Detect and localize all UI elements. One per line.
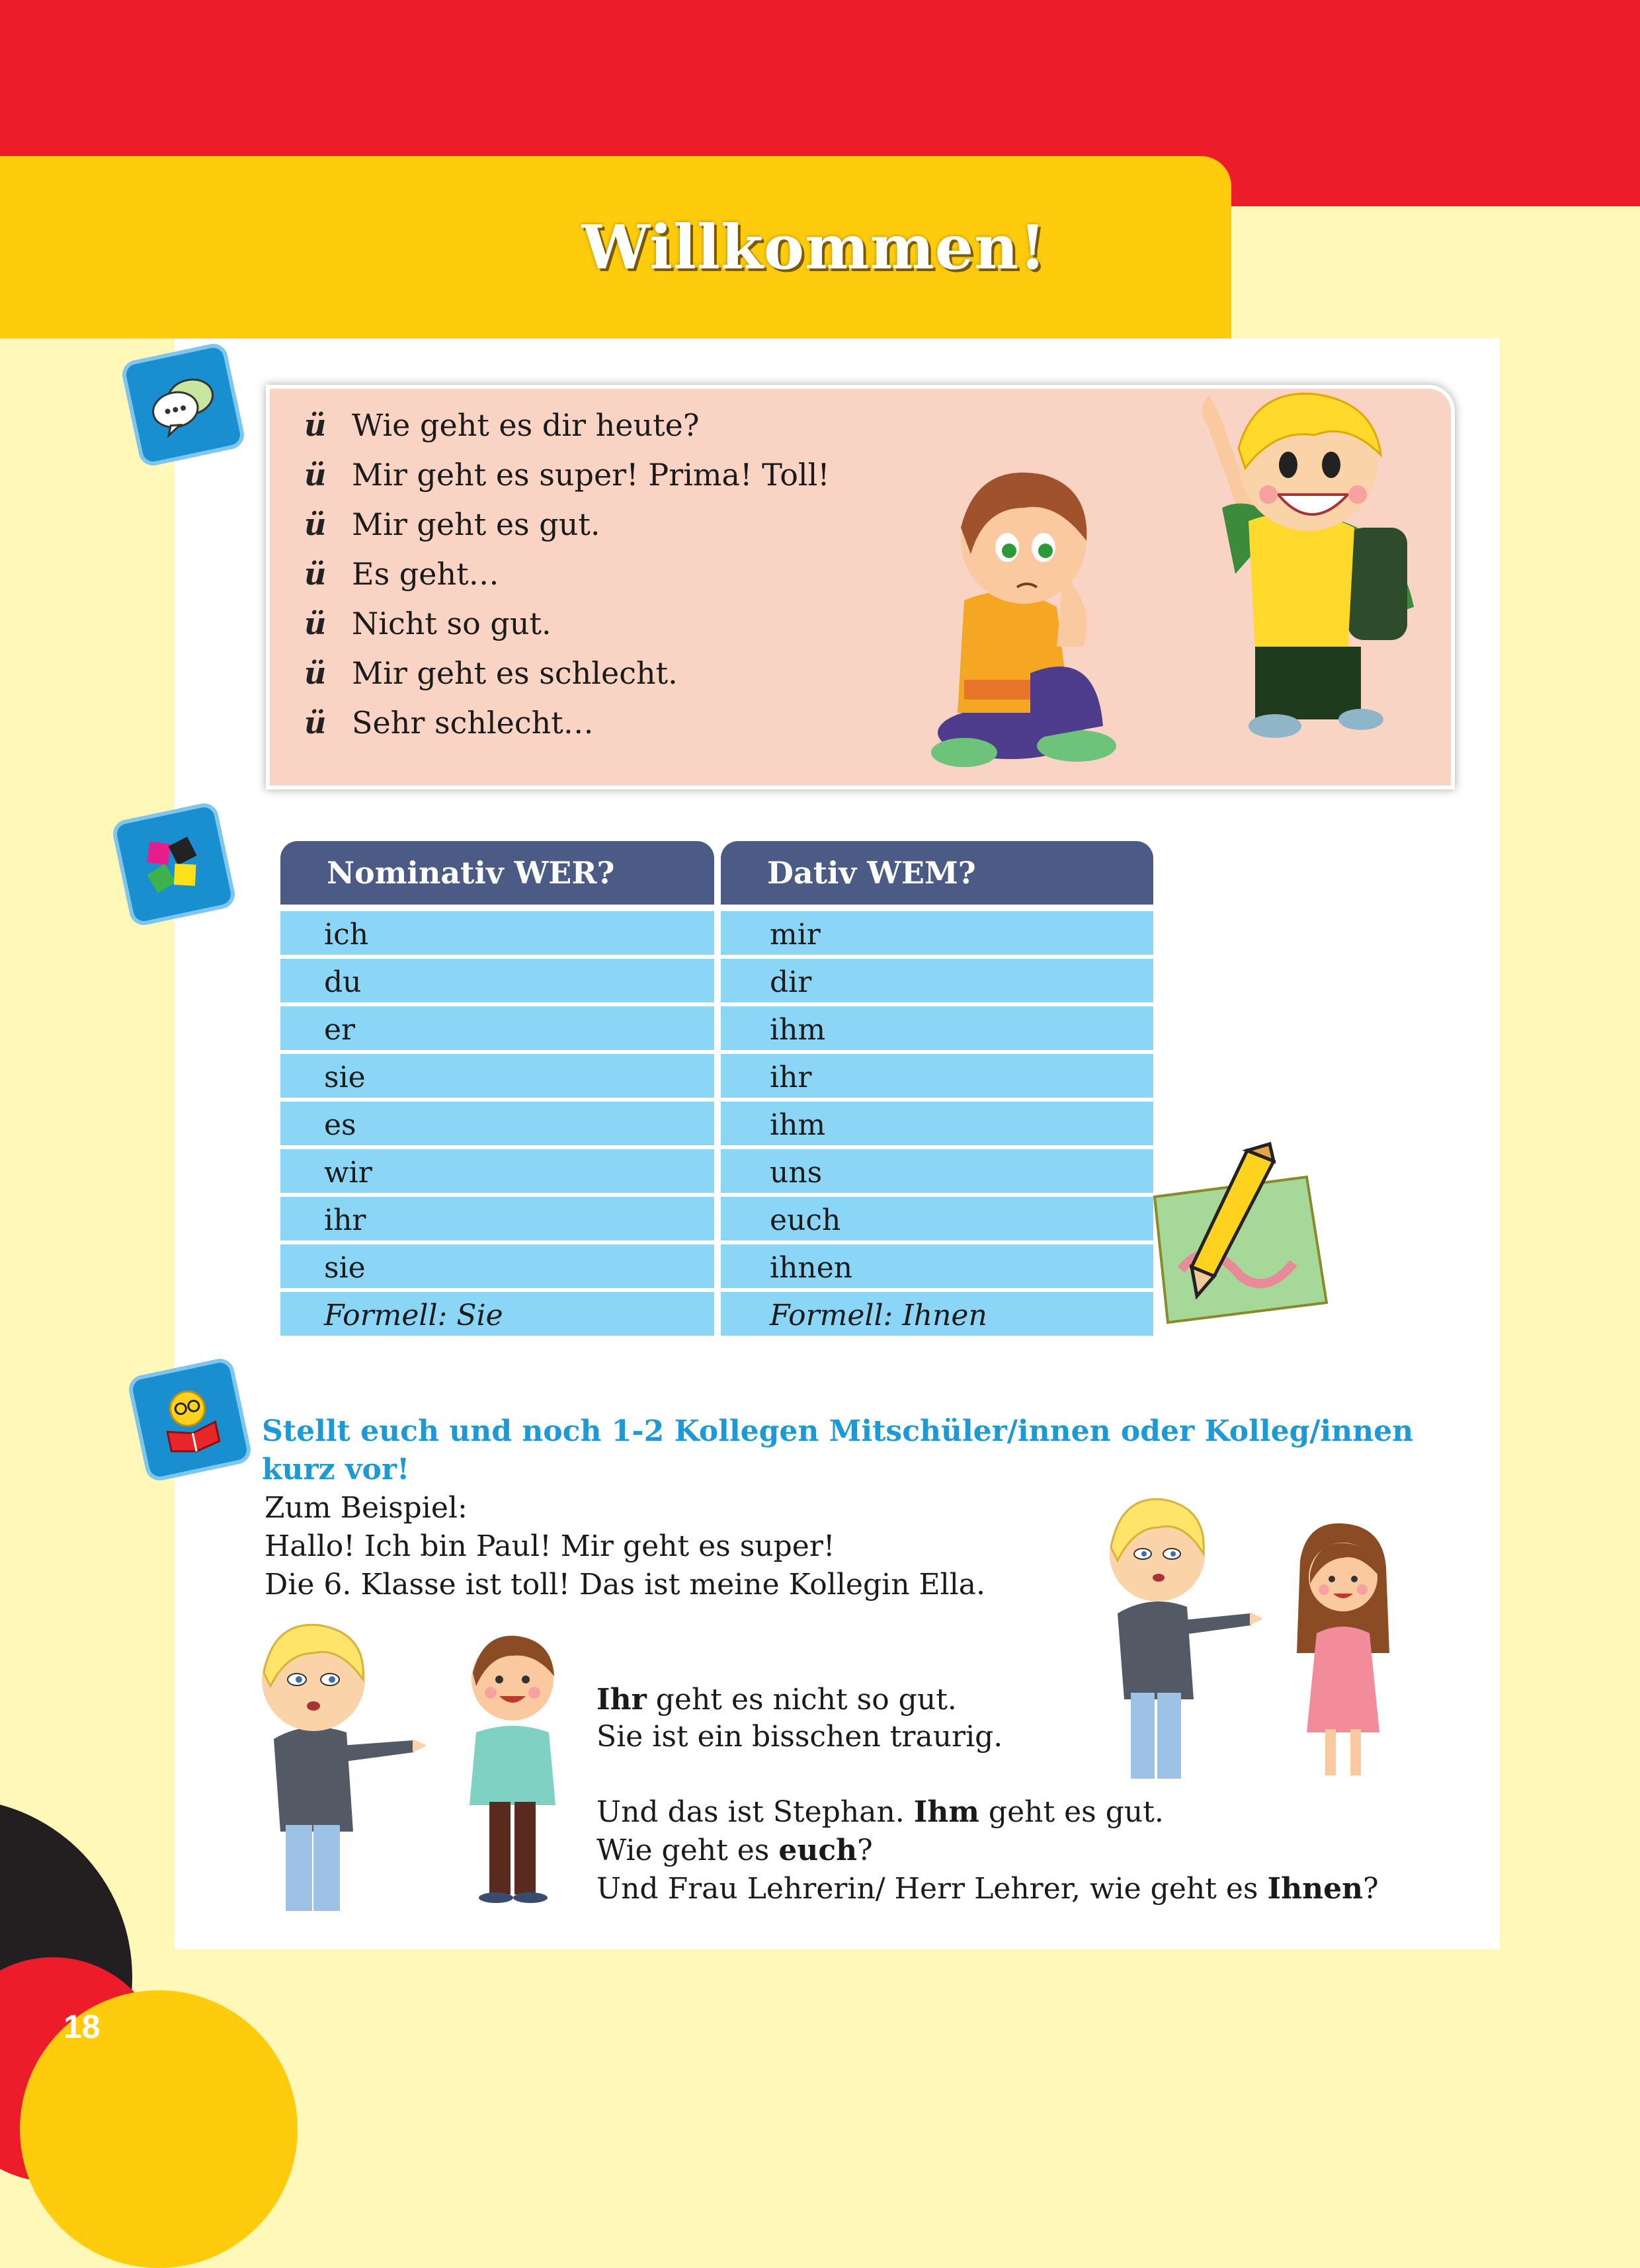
phrase-item: ü Mir geht es schlecht. (304, 655, 678, 691)
phrase-item: ü Nicht so gut. (304, 606, 552, 641)
table-cell: ich (280, 911, 714, 955)
example-line-5: Und das ist Stephan. Ihm geht es gut. (596, 1795, 1164, 1829)
table-cell: sie (280, 1244, 714, 1288)
example-line-4: Sie ist ein bisschen traurig. (596, 1720, 1003, 1754)
pencil-icon (1141, 1137, 1333, 1329)
reading-emoji-icon (131, 1361, 249, 1478)
table-cell: dir (721, 959, 1153, 1002)
sad-boy-illustration (924, 448, 1149, 779)
bullet-icon: ü (304, 655, 327, 691)
table-cell: er (280, 1006, 714, 1050)
bullet-icon: ü (304, 506, 327, 542)
example-label: Zum Beispiel: (265, 1491, 468, 1525)
bullet-icon: ü (304, 556, 327, 592)
phrase-item: ü Mir geht es gut. (304, 506, 600, 542)
example-line-2: Die 6. Klasse ist toll! Das ist meine Kollegin Ella. (265, 1568, 986, 1601)
phrase-item: ü Wie geht es dir heute? (304, 407, 700, 443)
page-title: Willkommen! (581, 212, 1047, 283)
bullet-icon: ü (304, 705, 327, 741)
table-cell: du (280, 959, 714, 1002)
phrases-box (266, 385, 1455, 790)
table-cell: ihm (721, 1102, 1153, 1145)
phrase-item: ü Sehr schlecht… (304, 705, 594, 741)
bullet-icon: ü (304, 606, 327, 641)
happy-boy-illustration (1182, 389, 1440, 746)
page-number: 18 (63, 2008, 101, 2045)
smiling-boy-illustration (456, 1627, 569, 1904)
table-cell: ihm (721, 1006, 1153, 1050)
bullet-icon: ü (304, 407, 327, 443)
table-header-dativ: Dativ WEM? (721, 841, 1153, 905)
girl-illustration (1287, 1521, 1399, 1785)
example-line-7: Und Frau Lehrerin/ Herr Lehrer, wie geht es Ihnen? (596, 1872, 1379, 1906)
table-cell: Formell: Ihnen (721, 1292, 1153, 1336)
example-line-1: Hallo! Ich bin Paul! Mir geht es super! (265, 1529, 835, 1563)
phrase-item: ü Es geht… (304, 556, 499, 592)
phrase-item: ü Mir geht es super! Prima! Toll! (304, 457, 830, 493)
table-cell: wir (280, 1149, 714, 1193)
table-cell: ihnen (721, 1244, 1153, 1288)
table-cell: mir (721, 911, 1153, 955)
corner-yellow-circle (20, 1990, 298, 2268)
table-cell: euch (721, 1197, 1153, 1240)
table-cell: Formell: Sie (280, 1292, 714, 1336)
chat-bubbles-icon (124, 346, 242, 464)
table-cell: sie (280, 1054, 714, 1098)
table-cell: uns (721, 1149, 1153, 1193)
puzzle-icon (115, 805, 233, 923)
pointing-boy-right-illustration (1098, 1494, 1263, 1785)
example-line-6: Wie geht es euch? (596, 1834, 873, 1867)
table-cell: ihr (721, 1054, 1153, 1098)
table-header-nominativ: Nominativ WER? (280, 841, 714, 905)
example-line-3: Ihr geht es nicht so gut. (596, 1683, 957, 1717)
table-cell: ihr (280, 1197, 714, 1240)
task-heading: Stellt euch und noch 1-2 Kollegen Mitschüler/innen oder Kolleg/innen kurz vor! (262, 1414, 1414, 1486)
pointing-boy-illustration (247, 1620, 426, 1918)
bullet-icon: ü (304, 457, 327, 493)
table-cell: es (280, 1102, 714, 1145)
